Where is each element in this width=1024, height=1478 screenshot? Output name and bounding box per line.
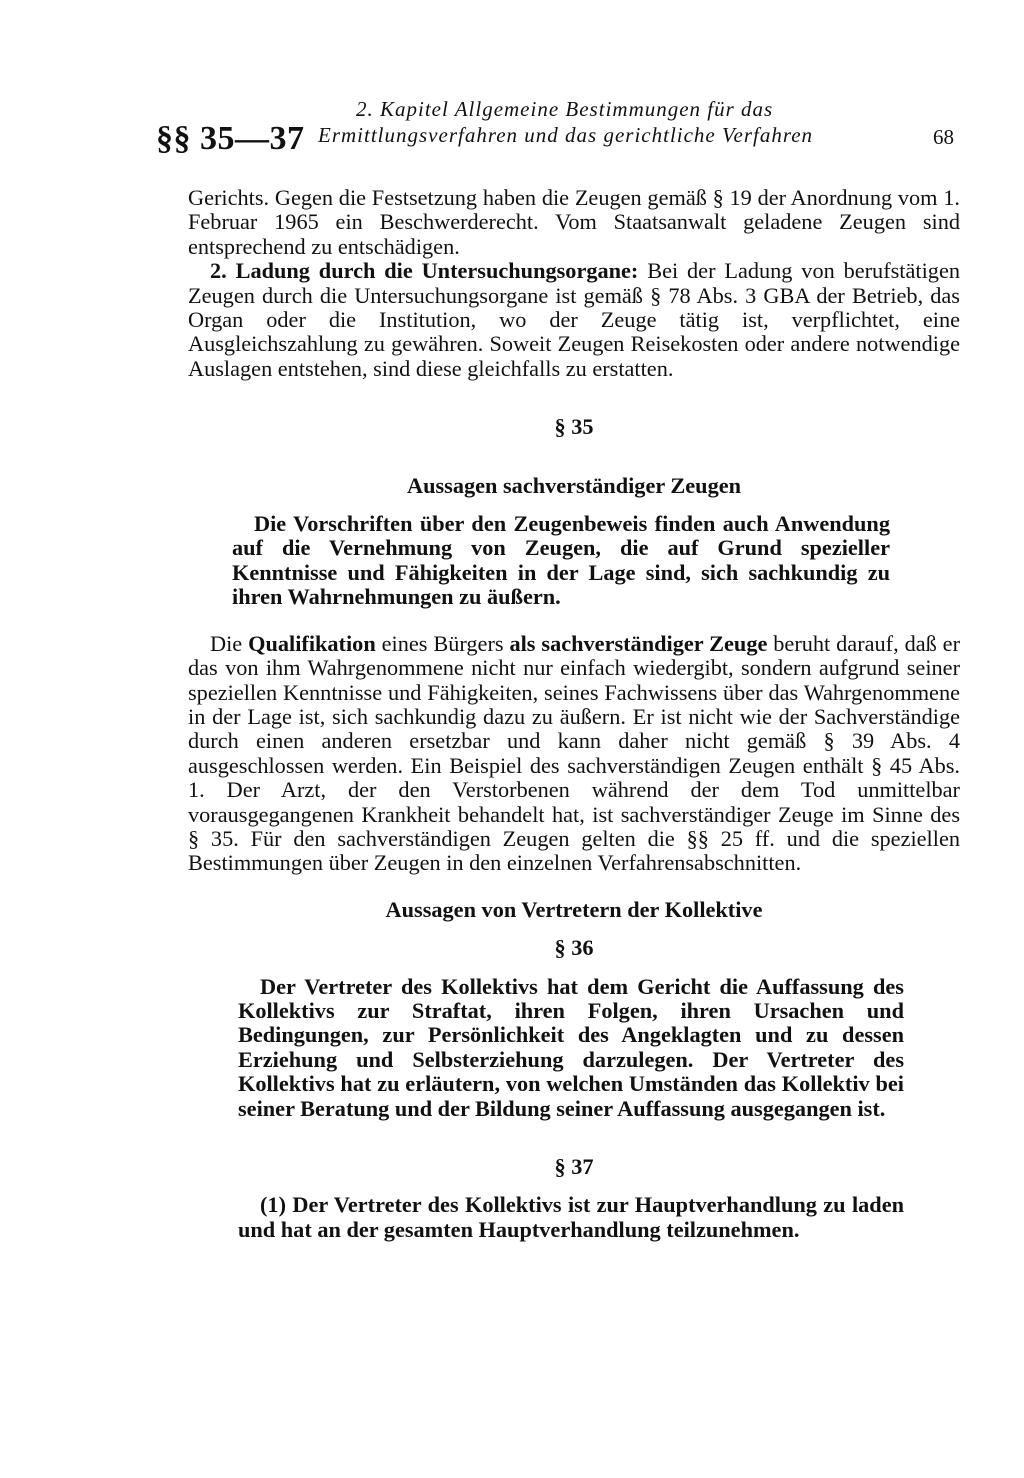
page-body xyxy=(188,186,960,1242)
section-36-number: § 36 xyxy=(554,935,594,961)
section-35-number: § 35 xyxy=(554,414,594,440)
intro-paragraph-2-text: Bei der Ladung von berufstätigen Zeugen durch die Untersuchungsorgane ist gemäß § 78 Abs. 3 GBA der Betrieb, das Organ oder die Institution, wo der Zeuge tätig ist, verpflichtet, eine Ausgleichszahlung zu gewähren. Soweit Zeugen Reisekosten oder andere notwendige Auslagen entstehen, sind diese gleichfalls zu erstatten. xyxy=(188,258,960,381)
commentary-text: Die xyxy=(210,630,249,656)
section-35-law-text: Die Vorschriften über den Zeugenbeweis finden auch Anwendung auf die Vernehmung von Zeugen, die auf Grund spezieller Kenntnisse und Fähigkeiten in der Lage sind, sich sachkundig zu ihren Wahrnehmungen zu äußern. xyxy=(232,511,890,610)
section-37-law-text: (1) Der Vertreter des Kollektivs ist zur Hauptverhandlung zu laden und hat an der gesamten Hauptverhandlung teilzunehmen. xyxy=(238,1192,904,1242)
section-36-law-text: Der Vertreter des Kollektivs hat dem Gericht die Auffassung des Kollektivs zur Straftat, ihren Folgen, ihren Ursachen und Bedingungen, zur Persönlichkeit des Angeklagten und zu dessen Erziehung und Selbsterziehung darzulegen. Der Vertreter des Kollektivs hat zu erläutern, von welchen Umständen das Kollektiv bei seiner Beratung und der Bildung seiner Auffassung ausgegangen ist. xyxy=(238,973,904,1121)
section-35-title: Aussagen sachverständiger Zeugen xyxy=(406,472,742,498)
chapter-heading-line-1: 2. Kapitel Allgemeine Bestimmungen für das xyxy=(356,97,774,121)
section-36-title: Aussagen von Vertretern der Kollektive xyxy=(385,896,763,922)
section-35-commentary xyxy=(188,632,960,876)
commentary-bold-sachverstaendiger: als sachverständiger Zeuge xyxy=(509,630,768,656)
page-number: 68 xyxy=(933,125,954,149)
intro-paragraph-2-label: 2. Ladung durch die Untersuchungsorgane: xyxy=(210,258,639,284)
intro-paragraph-1: Gerichts. Gegen die Festsetzung haben die Zeugen gemäß § 19 der Anordnung vom 1. Februar 1965 ein Beschwerderecht. Vom Staatsanwalt geladene Zeugen sind entsprechend zu entschädigen. xyxy=(188,185,960,259)
commentary-text: eines Bürgers xyxy=(375,630,510,656)
chapter-heading-line-2: Ermittlungsverfahren und das gerichtliche Verfahren xyxy=(318,123,814,147)
commentary-bold-qualifikation: Qualifikation xyxy=(248,630,376,656)
intro-paragraph-2 xyxy=(188,259,960,381)
section-range-heading: §§ 35—37 xyxy=(156,120,305,157)
commentary-text: beruht darauf, daß er das von ihm Wahrgenommene nicht nur einfach wiedergibt, sondern aufgrund seiner speziellen Kenntnisse und Fähigkeiten, seines Fachwissens über das Wahrgenommene in der Lage ist, sich sachkundig dazu zu äußern. Er ist nicht wie der Sachverständige durch einen anderen ersetzbar und kann daher nicht gemäß § 39 Abs. 4 ausgeschlossen werden. Ein Beispiel des sachverständigen Zeugen enthält § 45 Abs. 1. Der Arzt, der den Verstorbenen während der dem Tod unmittelbar vorausgegangenen Krankheit behandelt hat, ist sachverständiger Zeuge im Sinne des § 35. Für den sachverständigen Zeugen gelten die §§ 25 ff. und die speziellen Bestimmungen über Zeugen in den einzelnen Verfahrensabschnitten. xyxy=(188,630,960,876)
chapter-heading xyxy=(318,96,908,148)
section-37-number: § 37 xyxy=(554,1154,594,1179)
